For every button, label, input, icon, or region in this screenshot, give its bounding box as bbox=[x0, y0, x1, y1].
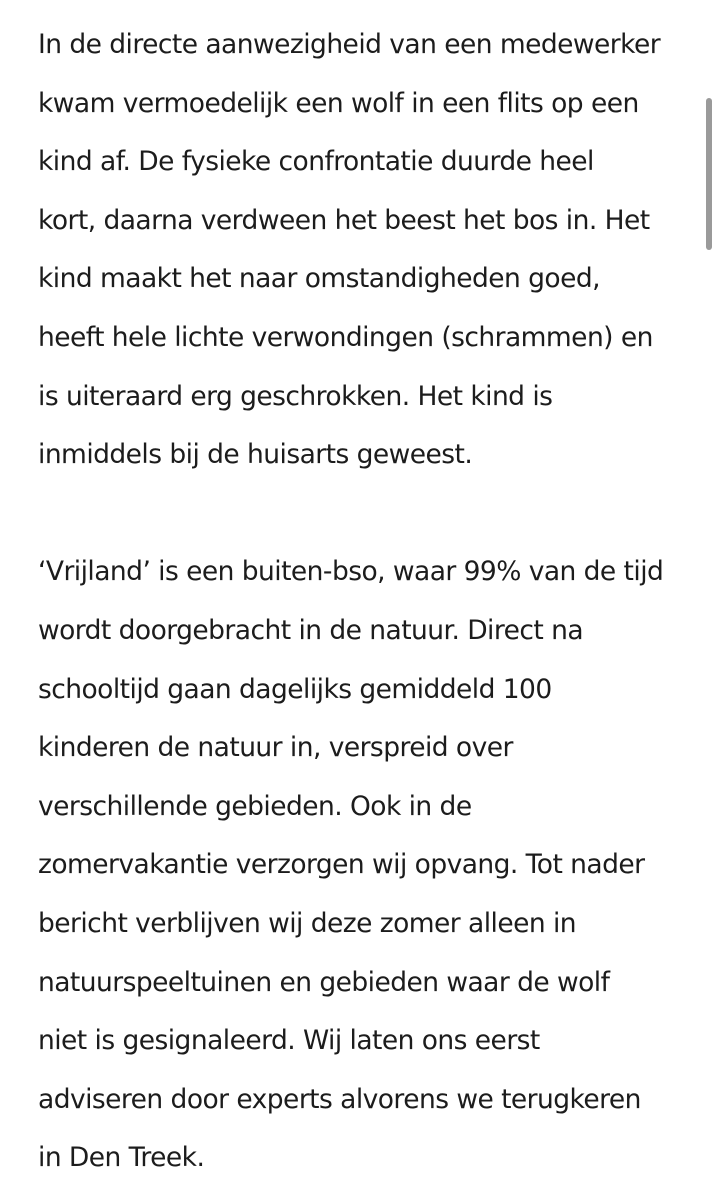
paragraph-vrijland bbox=[38, 543, 698, 1188]
text-line: natuurspeeltuinen en gebieden waar de wolf bbox=[38, 966, 610, 998]
text-line: zomervakantie verzorgen wij opvang. Tot nader bbox=[38, 849, 645, 881]
text-line: kinderen de natuur in, verspreid over bbox=[38, 732, 513, 764]
paragraph-incident bbox=[38, 16, 698, 485]
text-line: kind maakt het naar omstandigheden goed, bbox=[38, 263, 600, 295]
text-line: kind af. De fysieke confrontatie duurde heel bbox=[38, 146, 594, 178]
text-line: in Den Treek. bbox=[38, 1142, 205, 1174]
text-line: bericht verblijven wij deze zomer alleen in bbox=[38, 907, 577, 939]
text-line: In de directe aanwezigheid van een medewerker bbox=[38, 29, 661, 60]
text-line: kwam vermoedelijk een wolf in een flits op een bbox=[38, 87, 639, 119]
text-line: is uiteraard erg geschrokken. Het kind is bbox=[38, 380, 553, 412]
text-line: heeft hele lichte verwondingen (schrammen) en bbox=[38, 321, 653, 353]
text-line: niet is gesignaleerd. Wij laten ons eerst bbox=[38, 1025, 540, 1057]
text-line: schooltijd gaan dagelijks gemiddeld 100 bbox=[38, 673, 552, 705]
text-line: ‘Vrijland’ is een buiten-bso, waar 99% van de tijd bbox=[38, 556, 664, 588]
text-line: wordt doorgebracht in de natuur. Direct na bbox=[38, 614, 584, 646]
text-line: verschillende gebieden. Ook in de bbox=[38, 790, 472, 822]
article-body bbox=[38, 16, 698, 1188]
scrollbar-thumb[interactable] bbox=[706, 98, 712, 250]
text-line: inmiddels bij de huisarts geweest. bbox=[38, 439, 473, 471]
text-line: adviseren door experts alvorens we terugkeren bbox=[38, 1083, 641, 1115]
text-line: kort, daarna verdween het beest het bos in. Het bbox=[38, 204, 650, 236]
